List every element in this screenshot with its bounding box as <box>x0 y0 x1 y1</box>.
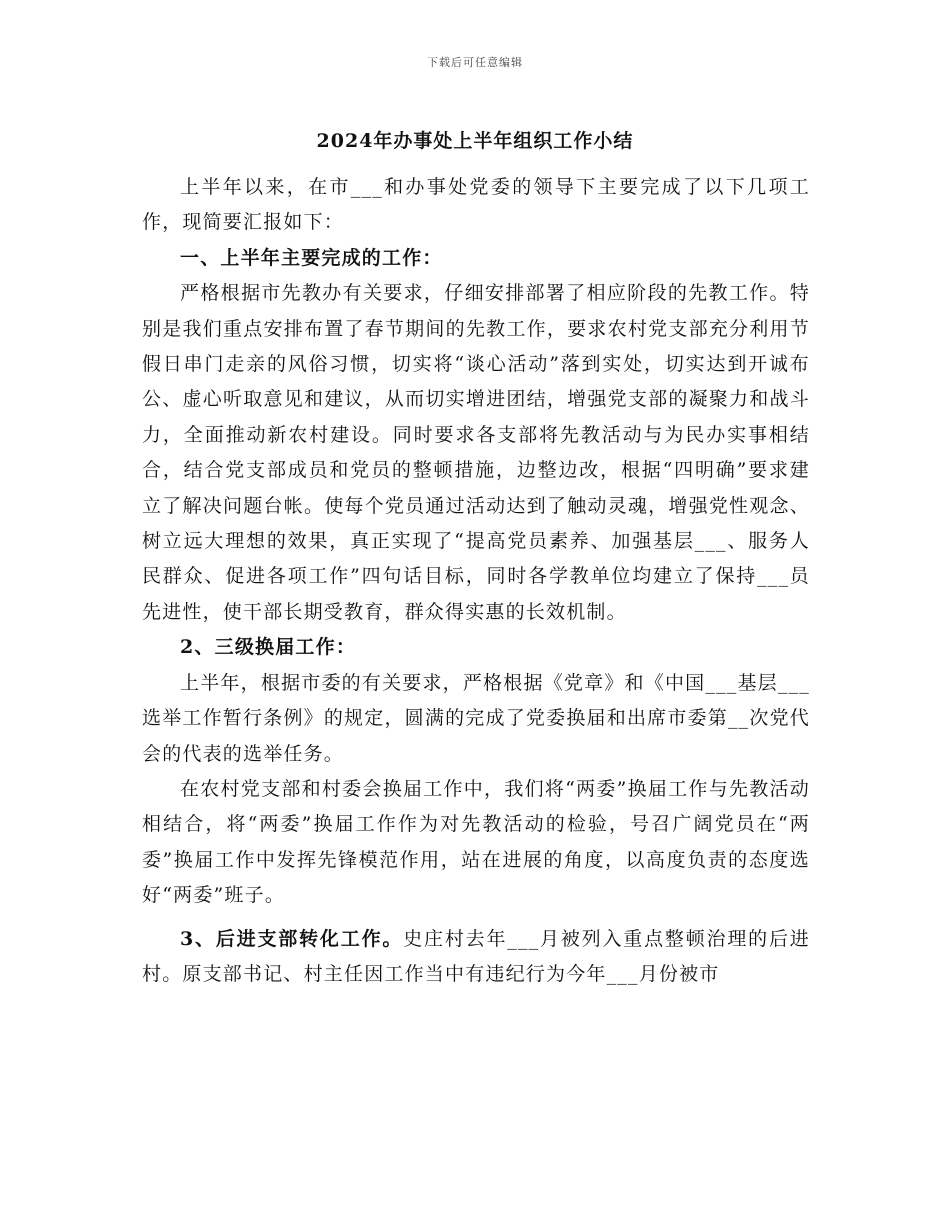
section-2-body-2: 在农村党支部和村委会换届工作中，我们将“两委”换届工作与先教活动相结合，将“两委”换届工作作为对先教活动的检验，号召广阔党员在“两委”换届工作中发挥先锋模范作用，站在进展的角度，以高度负责的态度选好“两委”班子。 <box>142 777 810 907</box>
document-body <box>142 170 810 992</box>
section-3-body: 史庄村去年___月被列入重点整顿治理的后进村。原支部书记、村主任因工作当中有违纪行为今年___月份被市 <box>142 927 810 985</box>
section-3-heading: 3、后进支部转化工作。 <box>180 927 404 950</box>
section-1-heading: 一、上半年主要完成的工作： <box>180 246 443 269</box>
document-title: 2024年办事处上半年组织工作小结 <box>316 130 634 152</box>
section-2-body-1: 上半年，根据市委的有关要求，严格根据《党章》和《中国___基层___选举工作暂行条例》的规定，圆满的完成了党委换届和出席市委第__次党代会的代表的选举任务。 <box>142 671 810 765</box>
section-2-heading: 2、三级换届工作： <box>180 636 357 659</box>
header-note: 下载后可任意编辑 <box>427 56 523 69</box>
intro-paragraph: 上半年以来，在市___和办事处党委的领导下主要完成了以下几项工作，现简要汇报如下： <box>142 176 810 234</box>
section-3-paragraph <box>142 922 810 993</box>
section-1-body: 严格根据市先教办有关要求，仔细安排部署了相应阶段的先教工作。特别是我们重点安排布置了春节期间的先教工作，要求农村党支部充分利用节假日串门走亲的风俗习惯，切实将“谈心活动”落到实处，切实达到开诚布公、虚心听取意见和建议，从而切实增进团结，增强党支部的凝聚力和战斗力，全面推动新农村建设。同时要求各支部将先教活动与为民办实事相结合，结合党支部成员和党员的整顿措施，边整边改，根据“四明确”要求建立了解决问题台帐。使每个党员通过活动达到了触动灵魂，增强党性观念、树立远大理想的效果，真正实现了“提高党员素养、加强基层___、服务人民群众、促进各项工作”四句话目标，同时各学教单位均建立了保持___员先进性，使干部长期受教育，群众得实惠的长效机制。 <box>142 282 810 623</box>
